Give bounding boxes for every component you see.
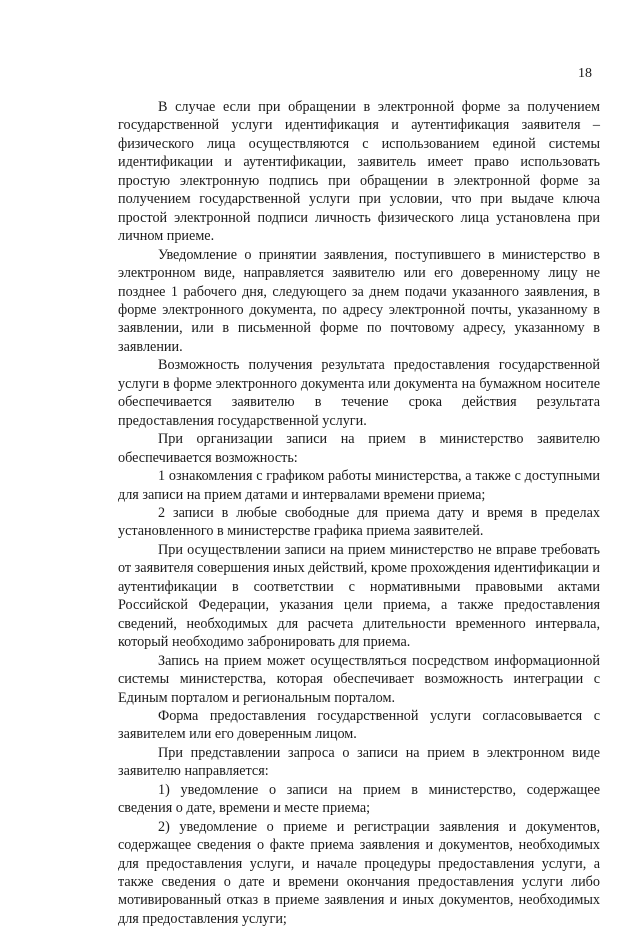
paragraph-notifications-intro: При представлении запроса о записи на прием в электронном виде заявителю направляется: [118, 744, 600, 780]
list-item-booking: 2 записи в любые свободные для приема дату и время в пределах установленного в министерстве графика приема заявителей. [118, 504, 600, 540]
paragraph-electronic-signature: В случае если при обращении в электронной форме за получением государственной услуги идентификация и аутентификация заявителя – физического лица осуществляются с использованием единой системы идентификации и аутентификации, заявитель имеет право использовать простую электронную подпись при обращении в электронной форме за получением государственной услуги при условии, что при выдаче ключа простой электронной подписи личность физического лица установлена при личном приеме. [118, 99, 600, 245]
paragraph-service-form: Форма предоставления государственной услуги согласовывается с заявителем или его доверенным лицом. [118, 707, 600, 743]
document-body [118, 98, 600, 928]
paragraph-no-extra-requirements: При осуществлении записи на прием министерство не вправе требовать от заявителя совершения иных действий, кроме прохождения идентификации и аутентификации в соответствии с нормативными правовыми актами Российской Федерации, указания цели приема, а также предоставления сведений, необходимых для расчета длительности временного интервала, который необходимо забронировать для приема. [118, 541, 600, 651]
paragraph-appointment-intro: При организации записи на прием в министерство заявителю обеспечивается возможность: [118, 431, 600, 466]
paragraph-info-system: Запись на прием может осуществляться посредством информационной системы министерства, которая обеспечивает возможность интеграции с Единым порталом и региональным порталом. [118, 652, 600, 706]
paragraph-application-notice: Уведомление о принятии заявления, поступившего в министерство в электронном виде, направляется заявителю или его доверенному лицу не позднее 1 рабочего дня, следующего за днем подачи указанного заявления, в форме электронного документа, по адресу электронной почты, указанному в заявлении, или в письменной форме по почтовому адресу, указанному в заявлении. [118, 246, 600, 355]
list-item-registration-notice: 2) уведомление о приеме и регистрации заявления и документов, содержащее сведения о факте приема заявления и документов, необходимых для предоставления услуги, и начале процедуры предоставления услуги, а также сведения о дате и времени окончания предоставления услуги либо мотивированный отказ в приеме заявления и иных документов, необходимых для предоставления услуги; [118, 818, 600, 927]
paragraph-result-delivery: Возможность получения результата предоставления государственной услуги в форме электронного документа или документа на бумажном носителе обеспечивается заявителю в течение срока действия результата предоставления государственной услуги. [118, 357, 600, 429]
list-item-schedule: 1 ознакомления с графиком работы министерства, а также с доступными для записи на прием датами и интервалами времени приема; [118, 468, 600, 503]
page-number: 18 [578, 66, 592, 81]
list-item-appointment-notice: 1) уведомление о записи на прием в министерство, содержащее сведения о дате, времени и месте приема; [118, 781, 600, 817]
